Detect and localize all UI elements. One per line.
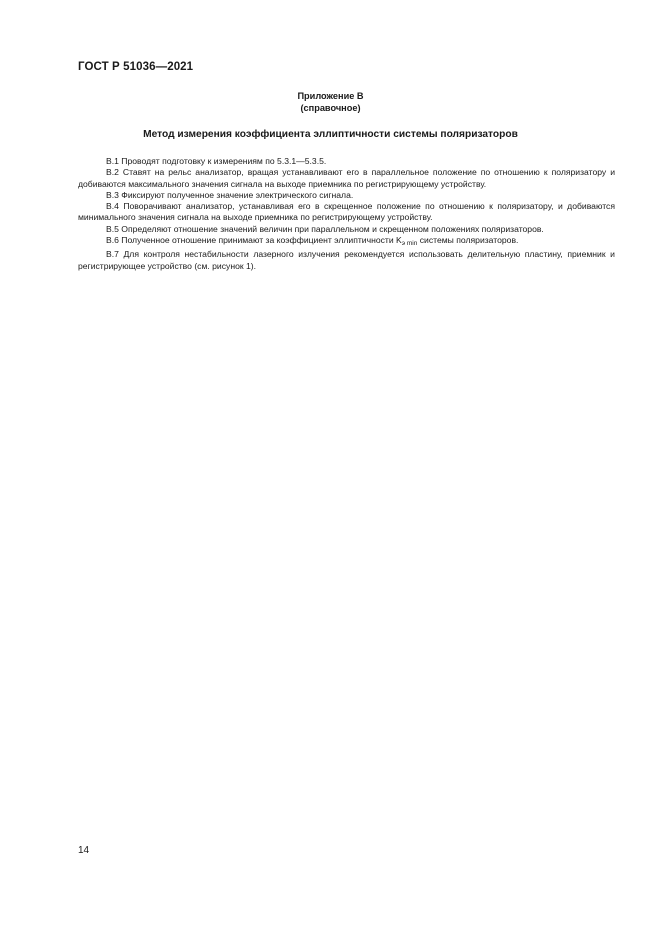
paragraph-b5: В.5 Определяют отношение значений величин при параллельном и скрещенном положениях поляризаторов.	[106, 223, 544, 234]
document-code: ГОСТ Р 51036—2021	[78, 61, 194, 73]
paragraph-b6-text-end: системы поляризаторов.	[417, 235, 519, 246]
annex-subtitle: (справочное)	[300, 103, 361, 113]
paragraph-b6	[78, 235, 615, 249]
paragraph-b2: В.2 Ставят на рельс анализатор, вращая устанавливают его в параллельное положение по отношению к поляризатору и добиваются максимального значения сигнала на выходе приемника по регистрирующему устройству.	[78, 167, 615, 189]
ellipticity-subscript: э min	[401, 240, 418, 248]
paragraph-b1: В.1 Проводят подготовку к измерениям по 5.3.1—5.3.5.	[106, 156, 327, 166]
paragraph-b4: В.4 Поворачивают анализатор, устанавливая его в скрещенное положение по отношению к поляризатору, и добиваются минимального значения сигнала на выходе приемника по регистрирующему устройству.	[78, 201, 615, 223]
paragraph-b3: В.3 Фиксируют полученное значение электрического сигнала.	[106, 189, 354, 200]
annex-body	[78, 156, 615, 272]
page-number: 14	[78, 845, 90, 856]
annex-title: Приложение В	[297, 91, 364, 101]
paragraph-b6-text-start: В.6 Полученное отношение принимают за коэффициент эллиптичности K	[106, 235, 402, 246]
section-title: Метод измерения коэффициента эллиптичности системы поляризаторов	[143, 129, 518, 140]
paragraph-b7: В.7 Для контроля нестабильности лазерного излучения рекомендуется использовать делительную пластину, приемник и регистрирующее устройство (см. рисунок 1).	[78, 249, 615, 271]
